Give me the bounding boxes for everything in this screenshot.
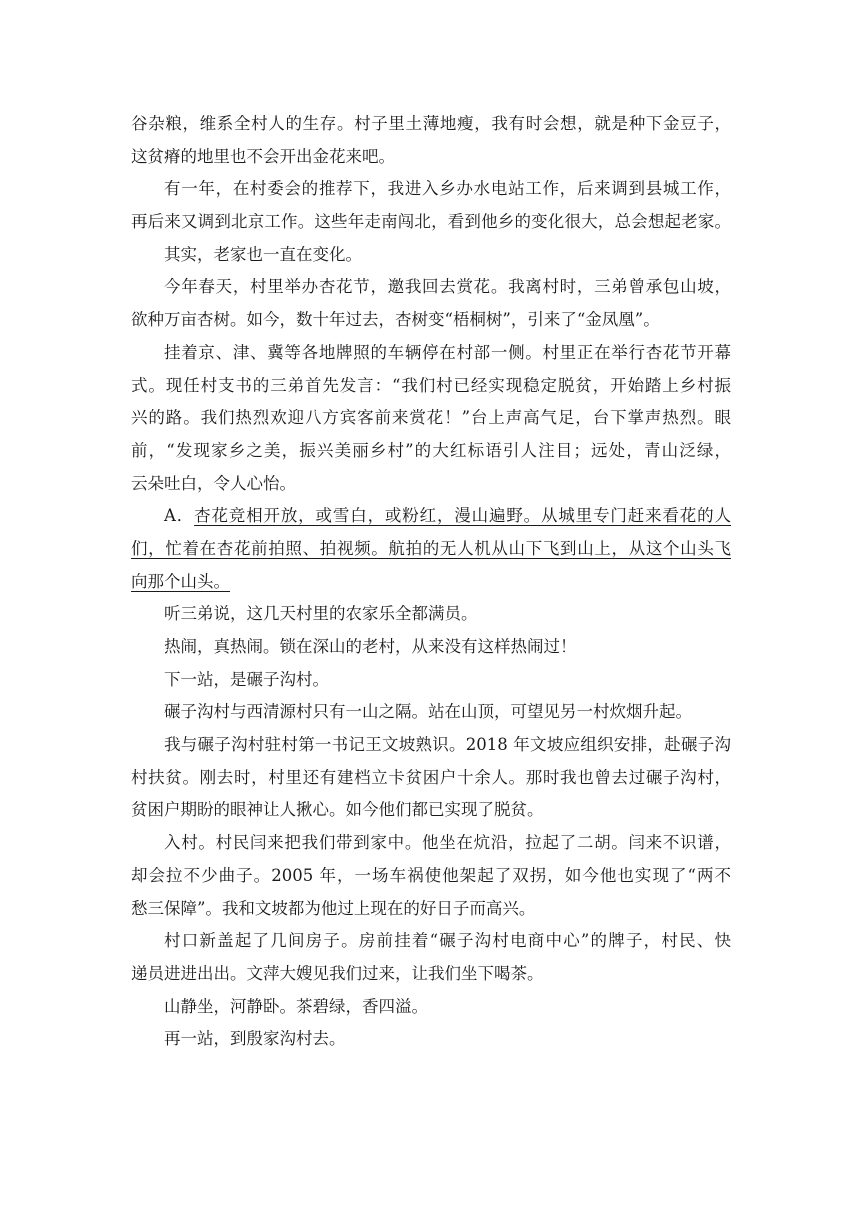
text-line: 再一站，到殷家沟村去。 [164, 1029, 346, 1049]
text-line: 今年春天，村里举办杏花节，邀我回去赏花。我离村时，三弟曾承包山坡， [164, 277, 731, 297]
underlined-line [131, 500, 731, 533]
text-line: 下一站，是碾子沟村。 [164, 669, 329, 689]
text-line: 村口新盖起了几间房子。房前挂着“碾子沟村电商中心”的牌子，村民、快 [164, 931, 731, 951]
underlined-text: 杏花竞相开放，或雪白，或粉红，漫山遍野。从城里专门赶来看花的人 [194, 506, 731, 526]
underlined-text: 们，忙着在杏花前拍照、拍视频。航拍的无人机从山下飞到山上，从这个山头飞 [131, 538, 731, 558]
text-line: 听三弟说，这几天村里的农家乐全都满员。 [164, 604, 478, 624]
text-line: 云朵吐白，令人心怡。 [131, 473, 296, 493]
text-line: 前，“发现家乡之美，振兴美丽乡村”的大红标语引人注目；远处，青山泛绿， [131, 440, 731, 460]
text-line: 碾子沟村与西清源村只有一山之隔。站在山顶，可望见另一村炊烟升起。 [164, 702, 692, 722]
text-line: 贫困户期盼的眼神让人揪心。如今他们都已实现了脱贫。 [131, 800, 544, 820]
text-line: 递员进进出出。文萍大嫂见我们过来，让我们坐下喝茶。 [131, 963, 544, 983]
text-line: 这贫瘠的地里也不会开出金花来吧。 [131, 146, 395, 166]
text-line: 我与碾子沟村驻村第一书记王文坡熟识。2018 年文坡应组织安排，赴碾子沟 [164, 735, 731, 755]
text-line: 兴的路。我们热烈欢迎八方宾客前来赏花！”台上声高气足，台下掌声热烈。眼 [131, 408, 731, 428]
text-line: 其实，老家也一直在变化。 [164, 244, 362, 264]
text-line: 入村。村民闫来把我们带到家中。他坐在炕沿，拉起了二胡。闫来不识谱， [164, 833, 731, 853]
text-line: 有一年，在村委会的推荐下，我进入乡办水电站工作，后来调到县城工作， [164, 179, 731, 199]
text-line: 谷杂粮，维系全村人的生存。村子里土薄地瘦，我有时会想，就是种下金豆子， [131, 114, 731, 133]
text-line: 却会拉不少曲子。2005 年，一场车祸使他架起了双拐，如今他也实现了“两不 [131, 865, 731, 885]
text-line: 挂着京、津、冀等各地牌照的车辆停在村部一侧。村里正在举行杏花节开幕 [164, 342, 731, 362]
text-line: 欲种万亩杏树。如今，数十年过去，杏树变“梧桐树”，引来了“金凤凰”。 [131, 310, 660, 330]
text-line: 村扶贫。刚去时，村里还有建档立卡贫困户十余人。那时我也曾去过碾子沟村， [131, 767, 731, 787]
text-line: 热闹，真热闹。锁在深山的老村，从来没有这样热闹过！ [164, 637, 577, 656]
underlined-text: 向那个山头。 [131, 571, 230, 591]
underlined-line [131, 566, 731, 599]
text-line: 愁三保障”。我和文坡都为他过上现在的好日子而高兴。 [131, 898, 536, 918]
article-body [131, 108, 731, 1056]
text-line: 式。现任村支书的三弟首先发言：“我们村已经实现稳定脱贫，开始踏上乡村振 [131, 375, 731, 395]
underlined-line [131, 533, 731, 566]
text-line: 山静坐，河静卧。茶碧绿，香四溢。 [164, 996, 428, 1016]
passage-label: A． [164, 506, 195, 526]
text-line: 再后来又调到北京工作。这些年走南闯北，看到他乡的变化很大，总会想起老家。 [131, 212, 731, 232]
